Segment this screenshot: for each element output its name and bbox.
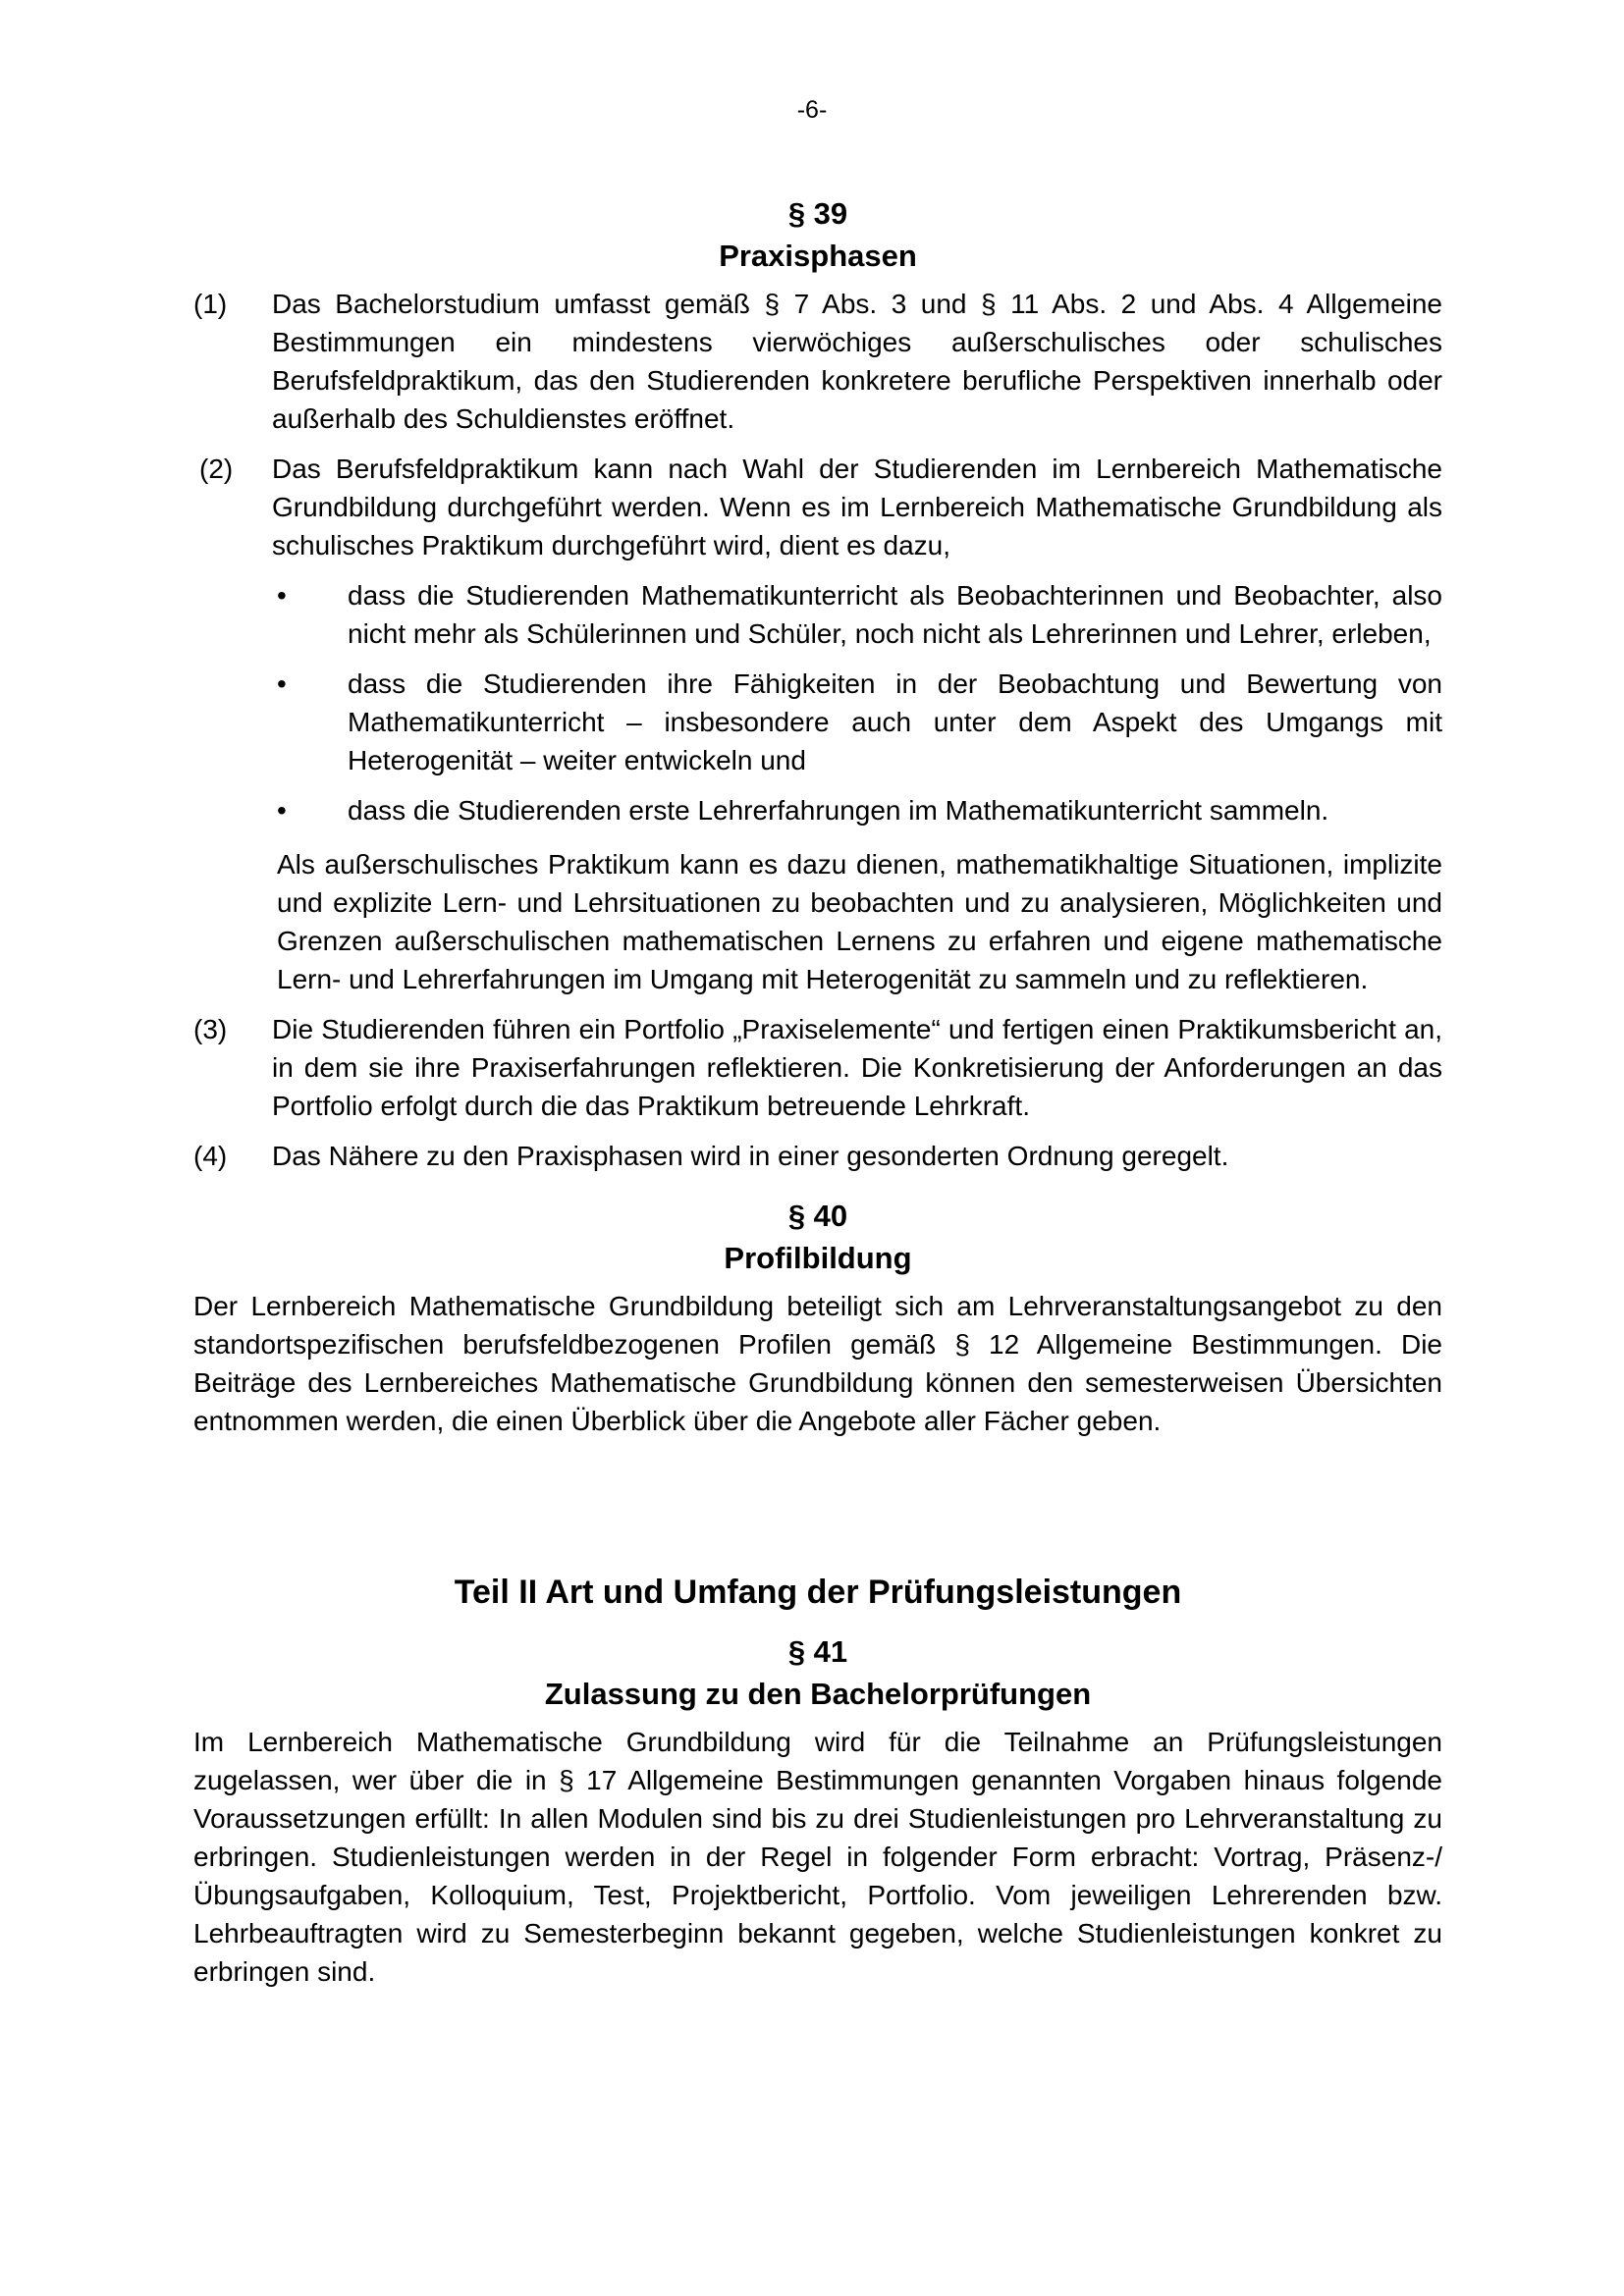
section-41-text: Im Lernbereich Mathematische Grundbildung wird für die Teilnahme an Prüfungsleistungen zugelassen, wer über die in § 17 Allgemeine Bestimmungen genannten Vorgaben hinaus folgende Voraussetzungen erfüllt: In allen Modulen sind bis zu drei Studienleistungen pro Lehrveranstaltung zu erbringen. Studienleistungen werden in der Regel in folgender Form erbracht: Vortrag, Präsenz-/Übungsaufgaben, Kolloquium, Test, Projektbericht, Portfolio. Vom jeweiligen Lehrerenden bzw. Lehrbeauftragten wird zu Semesterbeginn bekannt gegeben, welche Studienleistungen konkret zu erbringen sind.: [193, 1727, 1442, 1987]
section-40-text: Der Lernbereich Mathematische Grundbildung beteiligt sich am Lehrveranstaltungsangebot zu den standortspezifischen berufsfeldbezogenen Profilen gemäß § 12 Allgemeine Bestimmungen. Die Beiträge des Lernbereiches Mathematische Grundbildung können den semesterweisen Übersichten entnommen werden, die einen Überblick über die Angebote aller Fächer geben.: [193, 1291, 1442, 1436]
paragraph-text: Das Nähere zu den Praxisphasen wird in einer gesonderten Ordnung geregelt.: [272, 1141, 1229, 1171]
bullet-icon: •: [277, 580, 287, 611]
section-39-paragraph-1: [193, 285, 1442, 438]
section-40-title: Profilbildung: [724, 1241, 912, 1275]
section-41-title: Zulassung zu den Bachelorprüfungen: [544, 1677, 1092, 1711]
bullet-icon: •: [277, 795, 287, 826]
section-41-number: § 41: [787, 1634, 848, 1669]
section-39-paragraph-3: [193, 1010, 1442, 1125]
bullet-text: dass die Studierenden erste Lehrerfahrungen im Mathematikunterricht sammeln.: [348, 795, 1329, 826]
paragraph-number: (3): [193, 1014, 228, 1044]
document-body: [193, 192, 1442, 1991]
page-number: -6-: [796, 96, 828, 124]
section-40-heading: [193, 1195, 1442, 1279]
section-41-heading: [193, 1630, 1442, 1715]
section-39-paragraph-2-continuation: Als außerschulisches Praktikum kann es dazu dienen, mathematikhaltige Situationen, implizite und explizite Lern- und Lehrsituationen zu beobachten und zu analysieren, Möglichkeiten und Grenzen außerschulischen mathematischen Lernens zu erfahren und eigene mathematische Lern- und Lehrerfahrungen im Umgang mit Heterogenität zu sammeln und zu reflektieren.: [277, 849, 1442, 994]
paragraph-number: (1): [193, 289, 228, 319]
section-39-heading: [193, 192, 1442, 277]
section-39-paragraph-2: [193, 450, 1442, 564]
bullet-item: [272, 665, 1442, 779]
paragraph-number: (2): [199, 454, 234, 484]
section-39-number: § 39: [787, 196, 848, 231]
section-39-paragraph-4: [193, 1137, 1442, 1175]
section-40-number: § 40: [787, 1199, 848, 1233]
bullet-text: dass die Studierenden Mathematikunterricht als Beobachterinnen und Beobachter, also nicht mehr als Schülerinnen und Schüler, noch nicht als Lehrerinnen und Lehrer, erleben,: [348, 580, 1442, 649]
section-39-title: Praxisphasen: [719, 239, 917, 273]
bullet-item: [272, 791, 1442, 829]
paragraph-text: Die Studierenden führen ein Portfolio „Praxiselemente“ und fertigen einen Praktikumsbericht an, in dem sie ihre Praxiserfahrungen reflektieren. Die Konkretisierung der Anforderungen an das Portfolio erfolgt durch die das Praktikum betreuende Lehrkraft.: [272, 1014, 1442, 1121]
paragraph-text: Das Bachelorstudium umfasst gemäß § 7 Abs. 3 und § 11 Abs. 2 und Abs. 4 Allgemeine Bestimmungen ein mindestens vierwöchiges außerschulisches oder schulisches Berufsfeldpraktikum, das den Studierenden konkretere berufliche Perspektiven innerhalb oder außerhalb des Schuldienstes eröffnet.: [272, 289, 1442, 434]
bullet-icon: •: [277, 668, 287, 699]
bullet-item: [272, 576, 1442, 653]
part-2-heading: Teil II Art und Umfang der Prüfungsleistungen: [454, 1574, 1182, 1611]
paragraph-number: (4): [193, 1141, 228, 1171]
bullet-text: dass die Studierenden ihre Fähigkeiten in der Beobachtung und Bewertung von Mathematikunterricht – insbesondere auch unter dem Aspekt des Umgangs mit Heterogenität – weiter entwickeln und: [348, 668, 1442, 775]
paragraph-text: Das Berufsfeldpraktikum kann nach Wahl der Studierenden im Lernbereich Mathematische Grundbildung durchgeführt werden. Wenn es im Lernbereich Mathematische Grundbildung als schulisches Praktikum durchgeführt wird, dient es dazu,: [272, 454, 1442, 561]
